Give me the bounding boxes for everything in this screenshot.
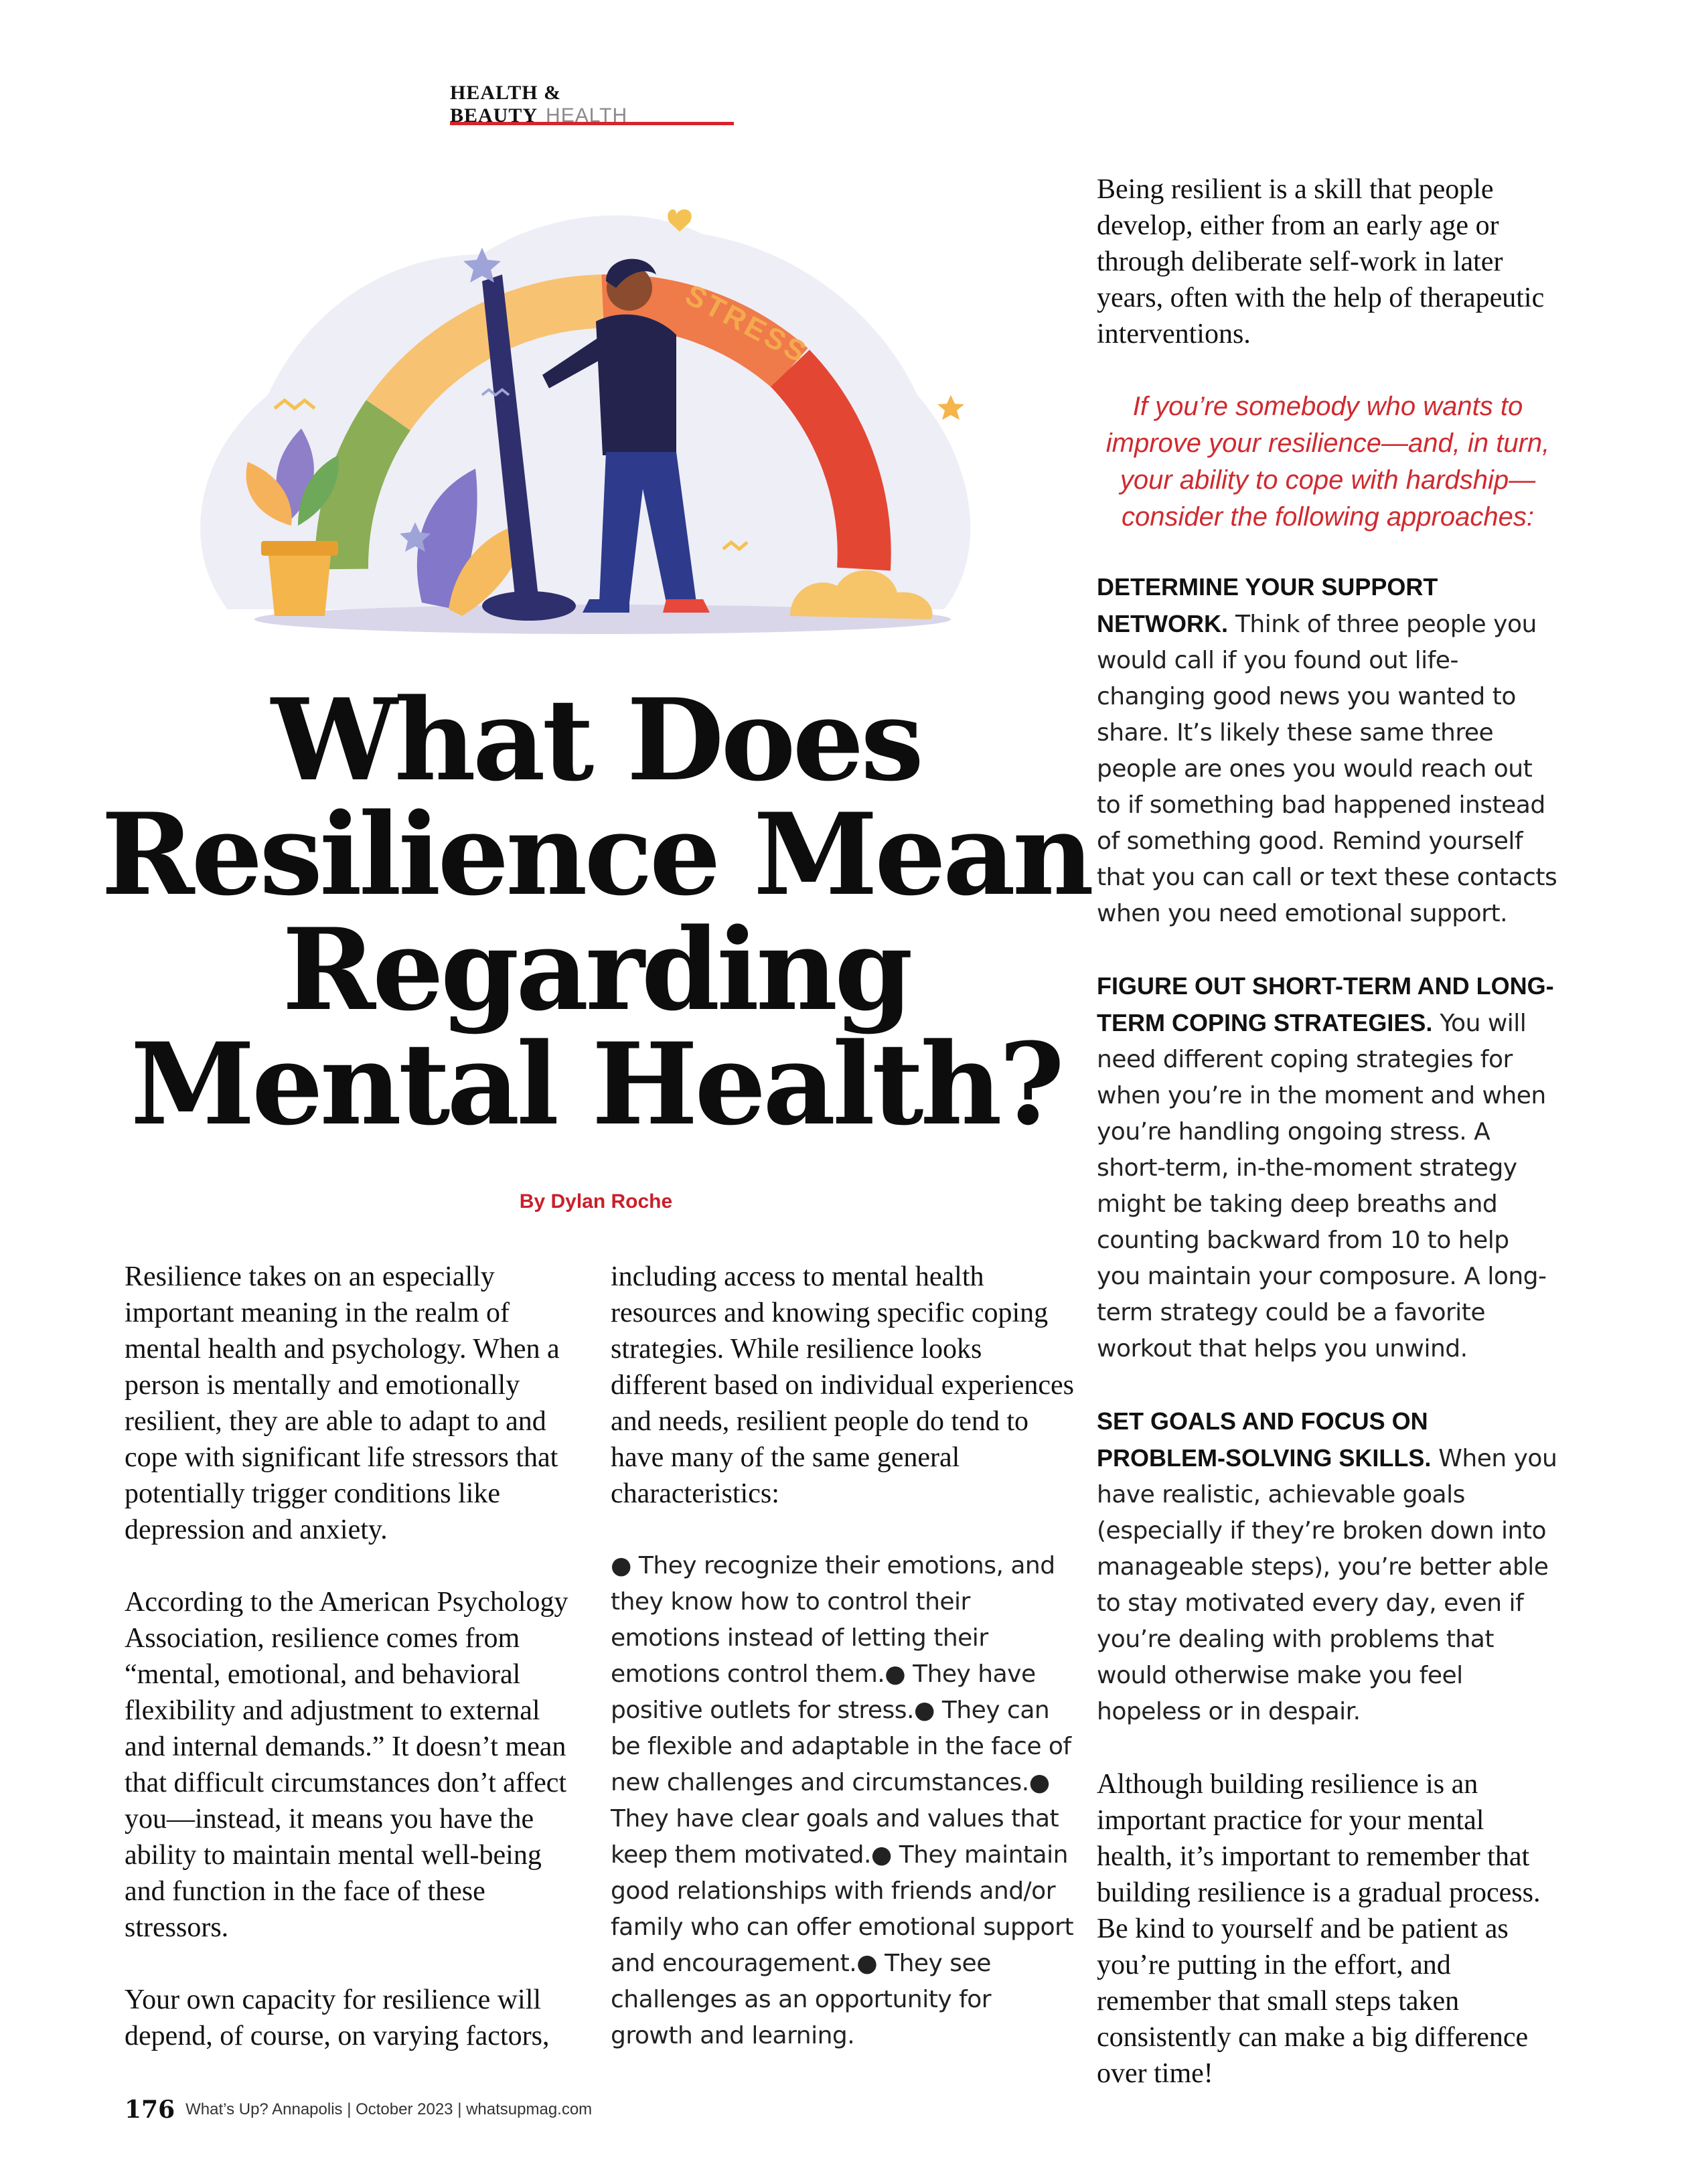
tip-body: When you have realistic, achievable goals (especially if they’re broken down into manageable steps), you’re better able to stay motivated every day, even if you’re dealing with problems that would otherwise make you feel hopeless or in despair.: [1097, 1445, 1557, 1725]
tip-section: [1097, 1403, 1559, 1730]
flower-pot: [268, 549, 331, 616]
byline: By Dylan Roche: [519, 1190, 673, 1213]
title-line: Mental Health?: [130, 1018, 1062, 1151]
body-column-1: [125, 1259, 580, 2090]
body-column-3: [1097, 171, 1559, 2128]
publication-info: What’s Up? Annapolis | October 2023 | whatsupmag.com: [185, 2100, 593, 2118]
page-footer: [125, 2096, 727, 2122]
title-line: Regarding: [282, 903, 910, 1036]
stress-gauge-illustration: [167, 174, 1038, 656]
body-paragraph: including access to mental health resources and knowing specific coping strategies. While resilience looks different based on individual experiences and needs, resilient people do tend to have many of the same general characteristics:: [611, 1261, 1074, 1509]
page-number: 176: [125, 2096, 175, 2124]
body-column-2: [611, 1259, 1079, 2090]
lever-base: [482, 591, 576, 621]
tip-heading: DETERMINE YOUR SUPPORT NETWORK.: [1097, 573, 1438, 637]
title-line: Resilience Mean: [100, 788, 1091, 921]
tip-body: Think of three people you would call if you found out life-changing good news you wanted to share. It’s likely these same three people are ones you would reach out to if something bad happened instead of something good. Remind yourself that you can call or text these contacts when you need emotional support.: [1097, 611, 1557, 927]
characteristics-list: ● They recognize their emotions, and they know how to control their emotions instead of letting their emotions control them.● They have positive outlets for stress.● They can be flexible and adaptable in the face of new challenges and circumstances.● They have clear goals and values that keep them motivated.● They maintain good relationships with friends and/or family who can offer emotional support and encouragement.● They see challenges as an opportunity for growth and learning.: [611, 1552, 1074, 2049]
tip-body: You will need different coping strategies for when you’re in the moment and when you’re handling ongoing stress. A short-term, in-the-moment strategy might be taking deep breaths and counting backward from 10 to help you maintain your composure. A long-term strategy could be a favorite workout that helps you unwind.: [1097, 1010, 1547, 1362]
subsection-name: HEALTH: [546, 104, 628, 127]
section-header: [450, 82, 734, 125]
title-line: What Does: [271, 674, 921, 806]
gauge-label: STRESS: [680, 278, 814, 370]
body-paragraph: Your own capacity for resilience will depend, of course, on varying factors,: [125, 1984, 550, 2051]
person-shoe: [663, 599, 710, 613]
tip-section: [1097, 569, 1559, 932]
tip-heading: FIGURE OUT SHORT-TERM AND LONG-TERM COPING STRATEGIES.: [1097, 972, 1554, 1036]
article-title: [100, 674, 1091, 1151]
person-shoe: [583, 599, 629, 613]
pull-quote: If you’re somebody who wants to improve your resilience—and, in turn, your ability to cope with hardship—consider the following approaches:: [1105, 392, 1550, 532]
tip-heading: SET GOALS AND FOCUS ON PROBLEM-SOLVING SKILLS.: [1097, 1407, 1432, 1472]
section-name: HEALTH & BEAUTY: [450, 82, 562, 127]
star-icon: [937, 395, 964, 420]
tip-section: [1097, 968, 1559, 1367]
intro-paragraph: Being resilient is a skill that people develop, either from an early age or through deliberate self-work in later years, often with the help of therapeutic interventions.: [1097, 174, 1545, 349]
body-paragraph: Resilience takes on an especially important meaning in the realm of mental health and psychology. When a person is mentally and emotionally resilient, they are able to adapt to and cope with significant life stressors that potentially trigger conditions like depression and anxiety.: [125, 1261, 560, 1545]
body-paragraph: According to the American Psychology Association, resilience comes from “mental, emotional, and behavioral flexibility and adjustment to external and internal demands.” It doesn’t mean that difficult circumstances don’t affect you—instead, it means you have the ability to maintain mental well-being and function in the face of these stressors.: [125, 1587, 568, 1943]
closing-paragraph: Although building resilience is an important practice for your mental health, it’s important to remember that building resilience is a gradual process. Be kind to yourself and be patient as you’re putting in the effort, and remember that small steps taken consistently can make a big difference over time!: [1097, 1769, 1541, 2089]
flower-pot-rim: [261, 541, 338, 556]
